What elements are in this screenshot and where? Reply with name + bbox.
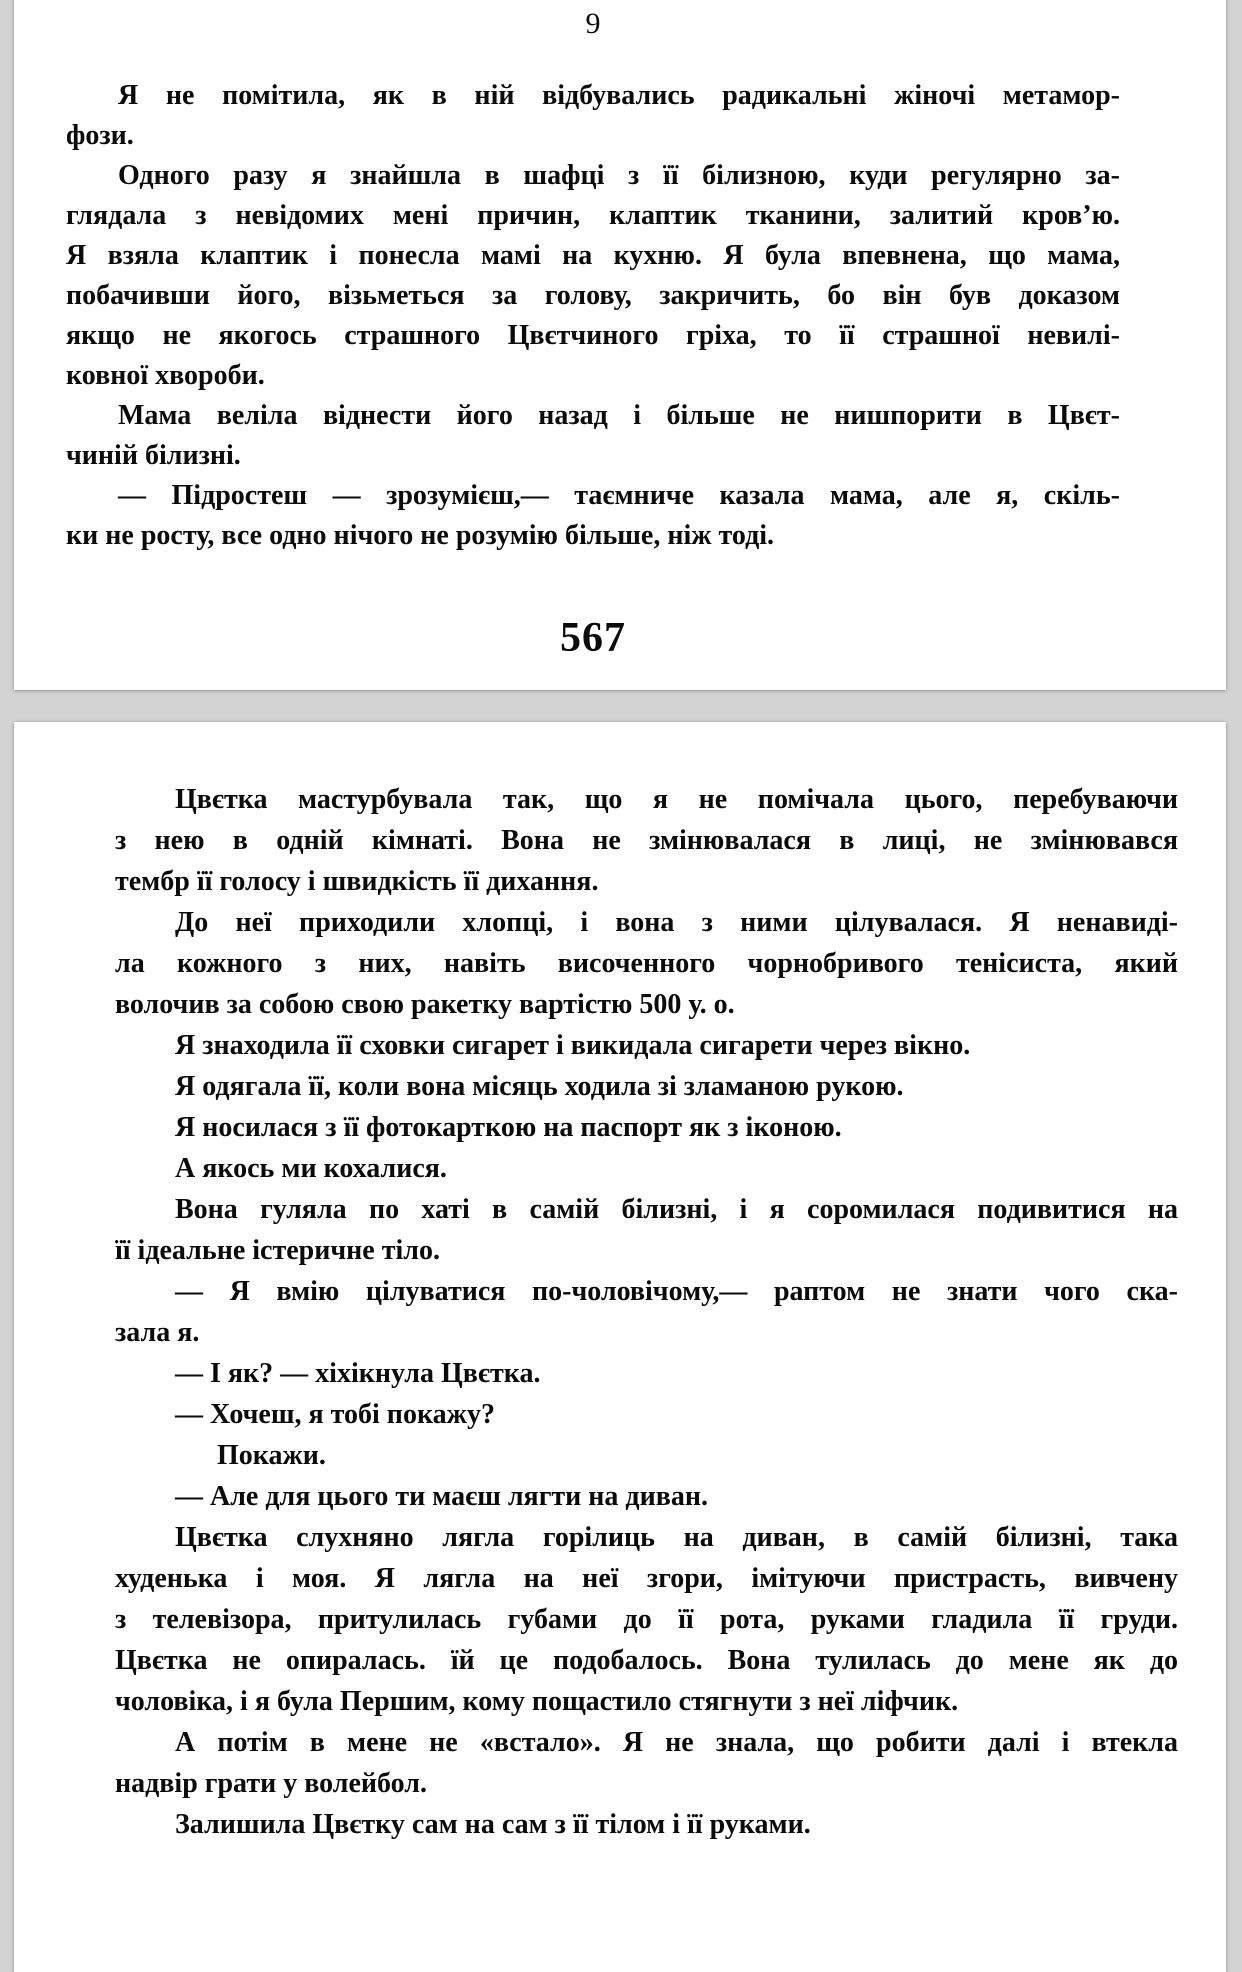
text-line: чиній білизні.: [66, 440, 241, 471]
page-number: 9: [585, 7, 601, 40]
text-line: ковної хвороби.: [66, 360, 265, 391]
page: [14, 0, 1226, 690]
text-line: Цвєтка слухняно лягла горілиць на диван, в самій білизні, така: [175, 1522, 1178, 1553]
text-line: побачивши його, візьметься за голову, закричить, бо він був доказом: [66, 280, 1120, 311]
text-line: тембр її голосу і швидкість її дихання.: [115, 866, 599, 897]
text-line: Я не помітила, як в ній відбувались радикальні жіночі метамор-: [118, 80, 1120, 111]
text-line: Залишила Цвєтку сам на сам з її тілом і її руками.: [175, 1809, 811, 1840]
text-line: Я одягала її, коли вона місяць ходила зі зламаною рукою.: [175, 1071, 904, 1102]
text-line: А якось ми кохалися.: [175, 1153, 447, 1184]
text-line: — Я вмію цілуватися по-чоловічому,— раптом не знати чого ска-: [175, 1276, 1178, 1307]
body-text: [66, 76, 1120, 556]
text-column: [115, 722, 1178, 1845]
text-line: — І як? — хіхікнула Цвєтка.: [175, 1358, 541, 1389]
text-line: ла кожного з них, навіть височенного чорнобривого тенісиста, який: [115, 948, 1178, 979]
text-line: — Хочеш, я тобі покажу?: [175, 1399, 495, 1430]
text-line: ки не росту, все одно нічого не розумію більше, ніж тоді.: [66, 520, 775, 551]
text-line: — Але для цього ти маєш лягти на диван.: [175, 1481, 708, 1512]
text-line: її ідеальне істеричне тіло.: [115, 1235, 440, 1266]
text-line: Мама веліла віднести його назад і більше не нишпорити в Цвєт-: [118, 400, 1120, 431]
text-column: [66, 8, 1120, 662]
text-line: Я взяла клаптик і понесла мамі на кухню. Я була впевнена, що мама,: [66, 240, 1120, 271]
text-line: Цвєтка не опиралась. їй це подобалось. Вона тулилась до мене як до: [115, 1645, 1178, 1676]
text-line: Покажи.: [217, 1440, 326, 1471]
text-line: Вона гуляла по хаті в самій білизні, і я соромилася подивитися на: [175, 1194, 1178, 1225]
text-line: фози.: [66, 120, 134, 151]
text-line: волочив за собою свою ракетку вартістю 500 у. о.: [115, 989, 735, 1020]
text-line: з телевізора, притулилась губами до її рота, руками гладила її груди.: [115, 1604, 1178, 1635]
text-line: А потім в мене не «встало». Я не знала, що робити далі і втекла: [175, 1727, 1178, 1758]
text-line: Цвєтка мастурбувала так, що я не помічала цього, перебуваючи: [175, 784, 1178, 815]
text-line: — Підростеш — зрозумієш,— таємниче казала мама, але я, скіль-: [118, 480, 1120, 511]
text-line: глядала з невідомих мені причин, клаптик тканини, залитий кров’ю.: [66, 200, 1120, 231]
text-line: якщо не якогось страшного Цвєтчиного гріха, то її страшної невилі-: [66, 320, 1120, 351]
text-line: худенька і моя. Я лягла на неї згори, імітуючи пристрасть, вивчену: [115, 1563, 1178, 1594]
text-line: Я знаходила її сховки сигарет і викидала сигарети через вікно.: [175, 1030, 971, 1061]
text-line: надвір грати у волейбол.: [115, 1768, 428, 1799]
text-line: Одного разу я знайшла в шафці з її білизною, куди регулярно за-: [118, 160, 1120, 191]
text-line: Я носилася з її фотокарткою на паспорт як з іконою.: [175, 1112, 842, 1143]
text-line: До неї приходили хлопці, і вона з ними цілувалася. Я ненавиді-: [175, 907, 1178, 938]
text-line: з нею в одній кімнаті. Вона не змінювалася в лиці, не змінювався: [115, 825, 1178, 856]
chapter-heading: 567: [560, 615, 626, 661]
text-line: чоловіка, і я була Першим, кому пощастило стягнути з неї ліфчик.: [115, 1686, 959, 1717]
page: [14, 722, 1226, 1972]
text-line: зала я.: [115, 1317, 200, 1348]
